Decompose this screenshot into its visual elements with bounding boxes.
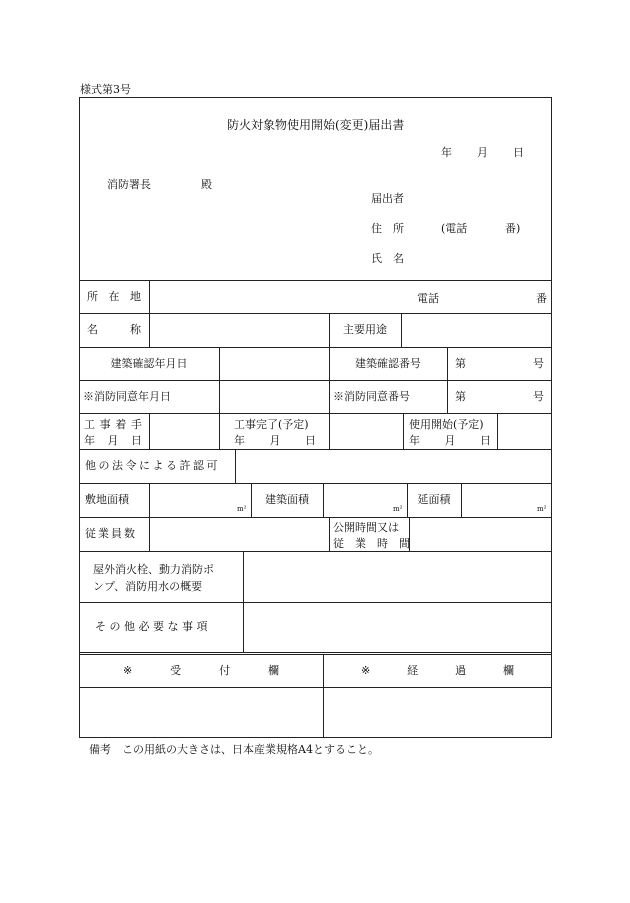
us-day: 日 (480, 434, 491, 447)
location-char-1: 所 (87, 289, 98, 303)
construction-complete-line1: 工事完了(予定) (234, 418, 309, 431)
cc-year: 年 (234, 434, 245, 447)
cs-char-1: 工 (84, 418, 95, 431)
other-matters-label: そ の 他 必 要 な 事 項 (95, 620, 208, 634)
date-day: 日 (513, 146, 524, 159)
progress-char-2: 過 (455, 663, 467, 677)
construction-complete-line2 (234, 432, 316, 448)
us-month: 月 (444, 434, 456, 447)
floor-area-unit: m² (537, 505, 547, 513)
vline-date-col (219, 347, 220, 449)
other-laws-label: 他の法令による許認可 (85, 459, 220, 473)
reception-char-1: 受 (170, 663, 182, 677)
rule-other-matters (79, 652, 552, 653)
progress-char-3: 欄 (502, 663, 514, 677)
cs-year: 年 (84, 434, 95, 447)
site-area-label: 敷地面積 (85, 493, 129, 507)
cs-char-2: 事 (99, 418, 111, 431)
vline-floor-label (461, 483, 462, 517)
hydrant-line1: 屋外消火栓、動力消防ポ (93, 563, 214, 576)
main-use-label: 主要用途 (343, 323, 387, 337)
fire-consent-dai: 第 (455, 389, 466, 403)
vline-start-label (149, 413, 150, 449)
building-confirm-number-label: 建築確認番号 (355, 356, 421, 370)
fire-consent-number-label: ※消防同意番号 (333, 389, 410, 403)
cs-char-3: 着 (115, 418, 127, 431)
building-area-unit: m² (393, 505, 403, 513)
use-start-line2 (409, 432, 491, 448)
progress-mark: ※ (361, 663, 371, 677)
use-start-line1: 使用開始(予定) (409, 418, 484, 431)
hydrant-line2: ンプ、消防用水の概要 (93, 580, 203, 593)
notifier-name-label: 氏 名 (371, 252, 404, 265)
cc-month: 月 (269, 434, 281, 447)
rule-footer-head (79, 687, 552, 688)
vline-use-start (403, 413, 404, 449)
vline-use-start-value (497, 413, 498, 449)
fire-consent-date-label: ※消防同意年月日 (83, 389, 171, 403)
us-year: 年 (409, 434, 420, 447)
site-area-unit: m² (237, 505, 247, 513)
cs-char-4: 手 (130, 418, 142, 431)
addressee-chief: 消防署長 (107, 178, 151, 191)
vline-mainuse (401, 313, 402, 347)
floor-area-label: 延面積 (417, 493, 451, 507)
building-confirm-number-value (447, 347, 552, 380)
hours-line2: 従 業 時 間 (333, 537, 410, 550)
fire-consent-go: 号 (533, 389, 544, 403)
vline-areas-label (149, 483, 150, 551)
notifier-phone-open: (電話 (441, 222, 468, 235)
vline-hydrant (243, 551, 244, 652)
location-char-3: 地 (130, 289, 141, 303)
reception-char-2: 付 (219, 663, 231, 677)
cs-day: 日 (131, 434, 142, 447)
location-label (79, 280, 149, 313)
vline-label-col (149, 280, 150, 347)
rule-employees (79, 551, 552, 552)
cc-day: 日 (305, 434, 316, 447)
location-phone-label: 電話 (417, 292, 439, 305)
location-phone-ban: 番 (536, 292, 547, 305)
form-number: 様式第3号 (80, 83, 131, 96)
hours-line1: 公開時間又は (333, 521, 399, 534)
date-month: 月 (477, 146, 488, 159)
document-title: 防火対象物使用開始(変更)届出書 (227, 118, 405, 132)
building-confirm-go: 号 (533, 356, 544, 370)
reception-column-header (79, 654, 323, 687)
location-char-2: 在 (108, 289, 120, 303)
name-label (79, 313, 149, 347)
vline-employees-mid (329, 517, 330, 551)
building-confirm-dai: 第 (455, 356, 466, 370)
fire-consent-number-value (447, 380, 552, 413)
notifier-label: 届出者 (371, 192, 404, 205)
vline-other-laws (235, 449, 236, 483)
name-char-1: 名 (87, 323, 98, 337)
reception-mark: ※ (123, 663, 133, 677)
progress-column-header (323, 654, 552, 687)
notifier-address-label: 住 所 (371, 222, 404, 235)
progress-char-1: 経 (407, 663, 419, 677)
construction-start-line2 (84, 432, 142, 448)
date-year: 年 (441, 146, 452, 159)
notifier-phone-close: 番) (505, 222, 521, 235)
building-confirm-date-label: 建築確認年月日 (110, 356, 188, 370)
addressee-honorific: 殿 (201, 178, 212, 191)
vline-building-label (323, 483, 324, 517)
employees-label: 従業員数 (85, 527, 137, 541)
construction-start-line1 (84, 416, 142, 432)
cs-month: 月 (107, 434, 119, 447)
building-area-label: 建築面積 (265, 493, 309, 507)
name-char-2: 称 (130, 323, 141, 337)
note: 備考 この用紙の大きさは、日本産業規格A4とすること。 (89, 743, 379, 756)
reception-char-3: 欄 (267, 663, 279, 677)
